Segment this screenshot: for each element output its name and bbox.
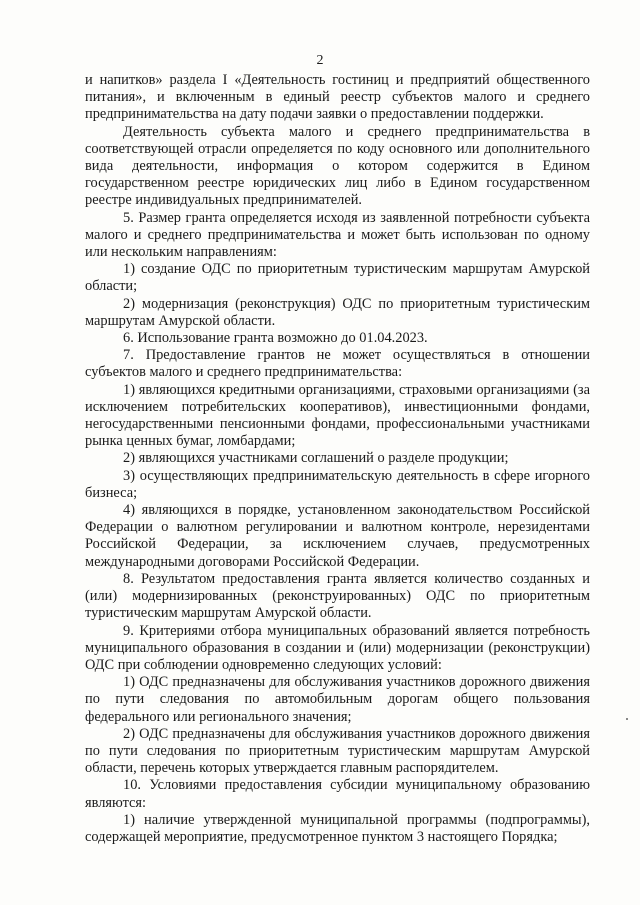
list-item-5-1: 1) создание ОДС по приоритетным туристическим маршрутам Амурской области; [85, 261, 590, 295]
paragraph-7-restrictions: 7. Предоставление грантов не может осуществляться в отношении субъектов малого и среднего предпринимательства: [85, 347, 590, 381]
list-item-7-4: 4) являющихся в порядке, установленном законодательством Российской Федерации о валютном регулировании и валютном контроле, нерезидентами Российской Федерации, за исключением случаев, предусмотренных международными договорами Российской Федерации. [85, 502, 590, 570]
paragraph-activity-definition: Деятельность субъекта малого и среднего предпринимательства в соответствующей отрасли определяется по коду основного или дополнительного вида деятельности, информация о котором содержится в Едином государственном реестре юридических лиц либо в Едином государственном реестре индивидуальных предпринимателей. [85, 123, 590, 209]
paragraph-5-grant-size: 5. Размер гранта определяется исходя из заявленной потребности субъекта малого и среднего предпринимательства и может быть использован по одному или нескольким направлениям: [85, 209, 590, 261]
paragraph-8-result: 8. Результатом предоставления гранта является количество созданных и (или) модернизированных (реконструированных) ОДС по приоритетным туристическим маршрутам Амурской области. [85, 570, 590, 622]
paragraph-10-conditions: 10. Условиями предоставления субсидии муниципальному образованию являются: [85, 777, 590, 811]
list-item-9-1: 1) ОДС предназначены для обслуживания участников дорожного движения по пути следования по автомобильным дорогам общего пользования федерального или регионального значения; [85, 674, 590, 725]
list-item-10-1: 1) наличие утвержденной муниципальной программы (подпрограммы), содержащей мероприятие, предусмотренное пунктом 3 настоящего Порядка; [85, 811, 590, 845]
paragraph-6-grant-deadline: 6. Использование гранта возможно до 01.04.2023. [123, 330, 428, 347]
document-body [85, 72, 590, 846]
list-item-7-3: 3) осуществляющих предпринимательскую деятельность в сфере игорного бизнеса; [85, 467, 590, 501]
list-item-7-1: 1) являющихся кредитными организациями, страховыми организациями (за исключением потребительских кооперативов), инвестиционными фондами, негосударственными пенсионными фондами, профессиональными участниками рынка ценных бумаг, ломбардами; [85, 381, 590, 450]
page-number: 2 [316, 53, 324, 68]
list-item-5-2: 2) модернизация (реконструкция) ОДС по приоритетным туристическим маршрутам Амурской области. [85, 295, 590, 329]
paragraph-9-criteria: 9. Критериями отбора муниципальных образований является потребность муниципального образования в создании и (или) модернизации (реконструкции) ОДС при соблюдении одновременно следующих условий: [85, 622, 590, 673]
scan-dot [626, 718, 628, 720]
list-item-7-2: 2) являющихся участниками соглашений о разделе продукции; [123, 450, 509, 467]
list-item-9-2: 2) ОДС предназначены для обслуживания участников дорожного движения по пути следования по приоритетным туристическим маршрутам Амурской области, перечень которых утверждается главным распорядителем. [85, 725, 590, 777]
paragraph-continuation: и напитков» раздела I «Деятельность гостиниц и предприятий общественного питания», и включенным в единый реестр субъектов малого и среднего предпринимательства на дату подачи заявки о предоставлении поддержки. [85, 72, 590, 123]
